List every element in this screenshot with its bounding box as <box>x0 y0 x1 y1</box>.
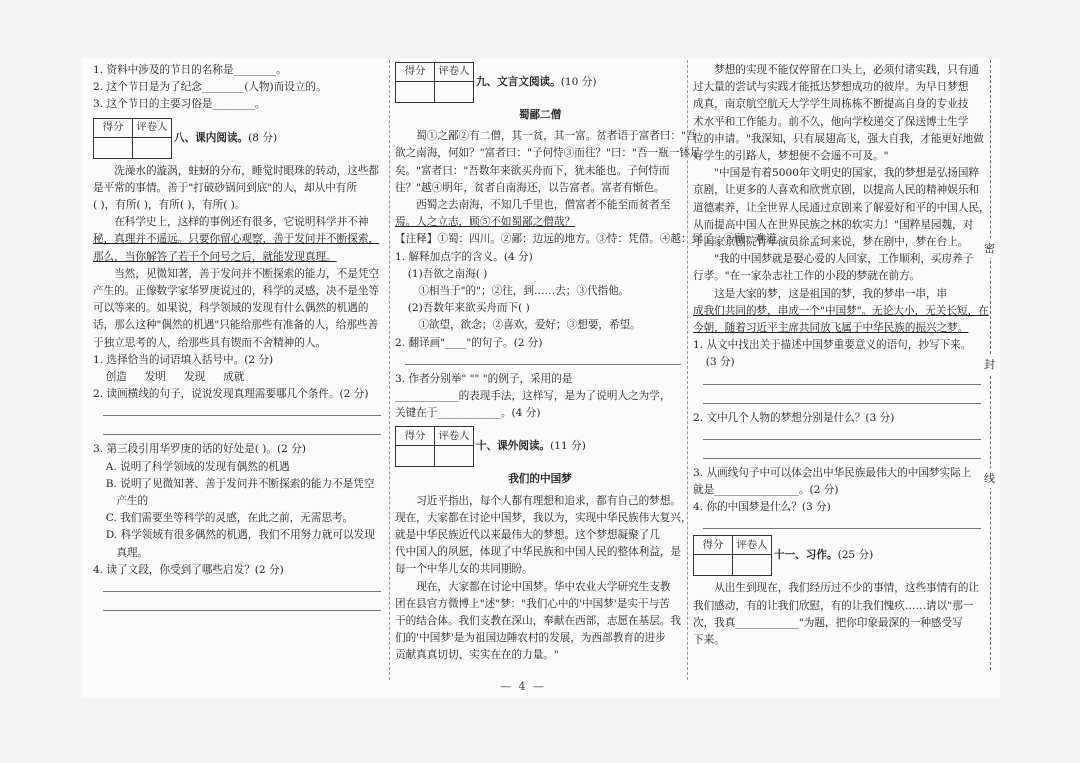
passage-line: 当然，见微知著，善于发问并不断探索的能力，不是凭空 <box>114 267 380 280</box>
score-cell[interactable] <box>396 446 435 467</box>
score-header: 得分 <box>94 118 133 137</box>
answer-line[interactable] <box>703 427 981 440</box>
grader-cell[interactable] <box>435 446 474 467</box>
seal-char: 线 <box>984 468 995 488</box>
option: C. 我们需要坐等科学的灵感，在此之前，无需思考。 <box>105 512 354 525</box>
passage-line: 西蜀之去南海，不知几千里也，僧富者不能至而贫者至 <box>416 199 671 212</box>
passage-line: 过大量的尝试与实践才能抵达梦想成功的彼岸。为早日梦想 <box>693 81 969 94</box>
passage-line: 好学生的引路人，梦想便不会遥不可及。" <box>693 150 889 163</box>
answer-line[interactable] <box>103 579 381 592</box>
question: 3. 这个节日的主要习俗是________。 <box>93 98 266 111</box>
underlined-line: 今朝，随着习近平主席共同放飞属于中华民族的振兴之梦。 <box>693 322 969 335</box>
answer-line[interactable] <box>703 446 981 459</box>
passage-line: 贡献真真切切、实实在在的力量。" <box>395 649 559 662</box>
passage-line: 产生的。正像数学家华罗庚说过的，科学的灵感，决不是坐等 <box>93 285 380 298</box>
passage-line: 现在，大家都在讨论中国梦。华中农业大学研究生支教 <box>416 580 671 593</box>
passage-line: 每一个中华儿女的共同期盼。 <box>395 563 533 576</box>
score-box <box>395 426 685 467</box>
passage-line: 欲之南海，何如？"富者曰："子何恃③而往？"曰："吾一瓶一钵足 <box>395 147 701 160</box>
grader-header: 评卷人 <box>733 536 772 555</box>
section-heading: 十、课外阅读。(11 分) <box>476 440 586 453</box>
passage-line: 成真，南京航空航天大学学生周栋栋不断提高自身的专业技 <box>693 98 969 111</box>
sub-question: (1)吾欲之南海( ) <box>407 267 488 280</box>
passage-line: 京剧，让更多的人喜欢和欣赏京剧，以提高人民的精神娱乐和 <box>693 184 980 197</box>
answer-line[interactable] <box>405 352 681 365</box>
option: 产生的 <box>116 495 149 508</box>
passage-title: 蜀鄙二僧 <box>518 109 562 121</box>
passage-line: 行孝。"在一家杂志社工作的小段的梦就在前方。 <box>693 270 921 283</box>
question: 1. 资料中涉及的节日的名称是________。 <box>93 64 287 76</box>
answer-line[interactable] <box>103 422 381 435</box>
essay-prompt: 我们感动，有的让我们欣慰，有的让我们愧疚……请以"那一 <box>693 599 974 612</box>
essay-prompt: 从出生到现在，我们经历过不少的事情，这些事情有的让 <box>714 582 980 595</box>
passage-line: 蜀①之鄙②有二僧，其一贫，其一富。贫者语于富者曰："吾 <box>416 130 697 143</box>
question: 3. 作者分别举" "" "的例子，采用的是 <box>395 372 573 385</box>
passage-line: 们的'中国梦'是为祖国边陲农村的发展，为西部教育的进步 <box>395 632 666 645</box>
answer-line[interactable] <box>703 372 981 385</box>
passage-line: 团在县官方微博上"述"梦："我们心中的'中国梦'是实干与苦 <box>395 597 670 610</box>
notes: 【注释】①蜀：四川。②鄙：边远的地方。③恃：凭借。④越：到了。⑤顾：难道。 <box>395 233 787 246</box>
option: 真理。 <box>116 546 149 559</box>
question: 1. 从文中找出关于描述中国梦重要意义的语句，抄写下来。 <box>693 339 972 352</box>
passage-line: 可以等来的。如果说，科学领域的发现有什么偶然的机遇的 <box>93 302 369 315</box>
grader-cell[interactable] <box>133 137 172 158</box>
passage-line: 是平常的事情。善于"打破砂锅问到底"的人，却从中有所 <box>93 181 357 194</box>
passage-line: 就是中华民族近代以来最伟大的梦想。这个梦想凝聚了几 <box>395 529 660 542</box>
score-cell[interactable] <box>694 555 733 576</box>
section-heading: 八、课内阅读。(8 分) <box>174 131 278 144</box>
passage-line: 洗澡水的漩涡，蛀蚜的分布，睡觉时眼珠的转动，这些都 <box>114 164 380 177</box>
page-number: — 4 — <box>500 680 546 693</box>
answer-line[interactable] <box>103 598 381 611</box>
question: 就是________________。(2 分) <box>693 484 839 497</box>
column-divider <box>389 60 390 680</box>
grader-cell[interactable] <box>435 82 474 103</box>
question: 2. 读画横线的句子，说说发现真理需要哪几个条件。(2 分) <box>93 388 369 401</box>
underlined-line: 焉。人之立志，顾⑤不如蜀鄙之僧哉？ <box>395 216 576 229</box>
column-left <box>93 62 385 617</box>
question: 3. 从画线句子中可以体会出中华民族最伟大的中国梦实际上 <box>693 466 972 479</box>
passage-line: 这是大家的梦，这是祖国的梦，我的梦串一串，串 <box>714 287 948 300</box>
passage-line: 在科学史上，这样的事例还有很多，它说明科学并不神 <box>114 216 369 229</box>
question: 2. 文中几个人物的梦想分别是什么？(3 分) <box>693 411 895 424</box>
question: 1. 选择恰当的词语填入括号中。(2 分) <box>93 353 274 366</box>
passage-line: 梦想的实现不能仅停留在口头上，必须付诸实践，只有通 <box>714 64 980 76</box>
score-box <box>93 118 385 159</box>
question: ____________的表现手法，这样写，是为了说明人之为学， <box>395 390 671 403</box>
passage-line: 从而提高中国人在世界民族之林的软实力！"国粹星园魏，对 <box>693 218 974 231</box>
answer-line[interactable] <box>103 403 381 416</box>
answer-line[interactable] <box>703 516 981 529</box>
question: 2. 这个节日是为了纪念________(人物)而设立的。 <box>93 81 327 94</box>
question: 4. 读了文段，你受到了哪些启发？(2 分) <box>93 563 284 576</box>
passage-line: 话，那么这种"偶然的机遇"只能给那些有准备的人，给那些善 <box>93 319 379 332</box>
grader-cell[interactable] <box>733 555 772 576</box>
question: 关键在于____________。(4 分) <box>395 407 541 420</box>
question: 4. 你的中国梦是什么？(3 分) <box>693 501 831 514</box>
answer-line[interactable] <box>703 391 981 404</box>
sub-question: (2)吾数年来欲买舟而下( ) <box>407 302 530 315</box>
passage-line: "中国是有着5000年文明史的国家，我的梦想是弘扬国粹 <box>714 167 980 180</box>
column-right <box>693 62 990 649</box>
passage-line: ( )，有所( )，有所( )，有所( )。 <box>93 199 246 212</box>
seal-char: 密 <box>984 238 995 258</box>
passage-title: 我们的中国梦 <box>508 473 572 486</box>
underlined-line: 秘，真理并不遥远。只要你留心观察，善于发问并不断探索， <box>93 233 380 246</box>
question: 3. 第三段引用华罗庚的话的好处是( )。(2 分) <box>93 443 306 456</box>
passage-line: 位的申请。"我深知，只有展翅高飞，强大自我，才能更好地做 <box>693 132 984 145</box>
grader-header: 评卷人 <box>435 427 474 446</box>
passage-line: 矣。"富者曰："吾数年来欲买舟而下，犹未能也。子何恃而 <box>395 164 670 177</box>
passage-line: "我的中国梦就是娶心爱的人回家，工作顺利，买房养子 <box>714 253 974 266</box>
grader-header: 评卷人 <box>133 118 172 137</box>
underlined-line: 成我们共同的梦，串成一个"中国梦"。无论大小，无关长短，在 <box>693 304 989 317</box>
score-box <box>395 62 685 103</box>
option: D. 科学领域有很多偶然的机遇，我们不用努力就可以发现 <box>105 529 375 542</box>
score-header: 得分 <box>694 536 733 555</box>
score-cell[interactable] <box>396 82 435 103</box>
passage-line: 往？"越④明年，贫者自南海还，以告富者。富者有惭色。 <box>395 181 665 194</box>
section-heading: 十一、习作。(25 分) <box>774 549 874 562</box>
essay-prompt: 次，我真____________"为题，把你印象最深的一种感受写 <box>693 616 963 629</box>
option: A. 说明了科学领域的发现有偶然的机遇 <box>105 460 290 473</box>
section-heading: 九、文言文阅读。(10 分) <box>476 75 597 88</box>
underlined-line: 那么，当你解答了若干个问号之后，就能发现真理。 <box>93 250 337 263</box>
passage-line: 于国家京剧院青年演员徐孟珂来说，梦在剧中，梦在台上。 <box>693 236 969 249</box>
score-box <box>693 535 985 576</box>
option: ①欲望，欲念；②喜欢，爱好；③想要，希望。 <box>418 319 641 332</box>
option: ①相当于"的"；②往，到……去；③代指他。 <box>418 285 630 298</box>
passage-line: 现在，大家都在讨论中国梦，我以为，实现中华民族伟大复兴， <box>395 511 692 524</box>
question: 2. 翻译画"____"的句子。(2 分) <box>395 336 543 349</box>
passage-line: 术水平和工作能力。前不久，他向学校递交了保送博士生学 <box>693 115 969 128</box>
question-points: (3 分) <box>705 356 735 369</box>
score-cell[interactable] <box>94 137 133 158</box>
grader-header: 评卷人 <box>435 63 474 82</box>
passage-line: 代中国人的夙愿，体现了中华民族和中国人民的整体利益，是 <box>395 546 682 559</box>
passage-line: 干的结合体。我们支教在深山，奉献在西部，志愿在基层。我 <box>395 615 682 628</box>
word-options: 创造 发明 发现 成就 <box>105 371 245 384</box>
score-header: 得分 <box>396 427 435 446</box>
essay-prompt: 下来。 <box>693 634 725 647</box>
seal-char: 封 <box>984 354 995 374</box>
score-header: 得分 <box>396 63 435 82</box>
question: 1. 解释加点字的含义。(4 分) <box>395 250 533 263</box>
passage-line: 习近平指出，每个人都有理想和追求，都有自己的梦想。 <box>416 494 682 507</box>
passage-line: 于独立思考的人，给那些具有锲而不舍精神的人。 <box>93 336 327 349</box>
option: B. 说明了见微知著、善于发问并不断探索的能力不是凭空 <box>105 477 375 490</box>
passage-line: 道德素养，让全世界人民通过京剧来了解爱好和平的中国人民， <box>693 201 990 214</box>
